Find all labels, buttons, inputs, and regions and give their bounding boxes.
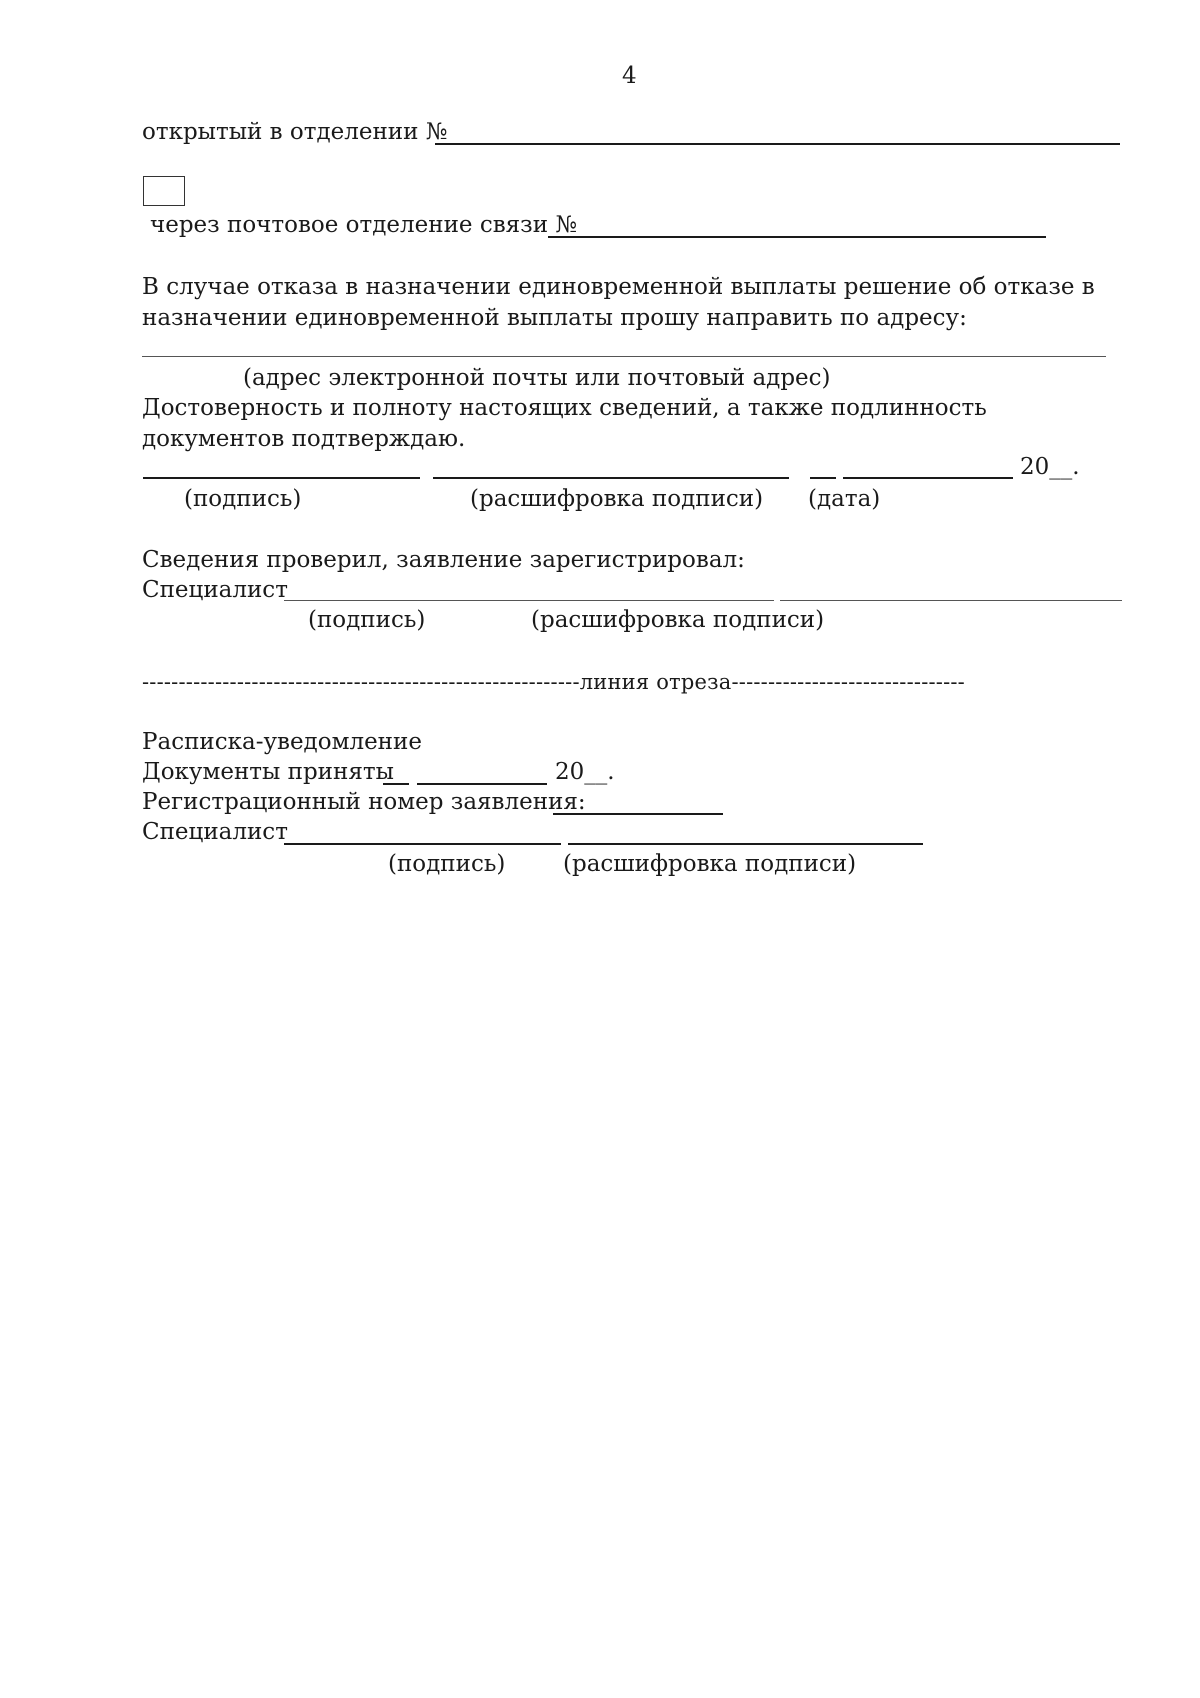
verified-signature-field[interactable] xyxy=(284,600,774,601)
page-number: 4 xyxy=(622,63,637,89)
postal-label: через почтовое отделение связи № xyxy=(150,212,578,238)
address-caption: (адрес электронной почты или почтовый адрес) xyxy=(243,365,831,391)
receipt-title: Расписка-уведомление xyxy=(142,729,422,755)
cut-line: ------------------------------------------------------------линия отреза-------------------------------- xyxy=(142,670,965,694)
receipt-signature-field[interactable] xyxy=(284,843,561,845)
caption-date: (дата) xyxy=(808,486,881,512)
receipt-accepted-year: 20__. xyxy=(555,759,615,785)
applicant-signature-decoding-field[interactable] xyxy=(433,477,789,479)
refusal-text-line2: назначении единовременной выплаты прошу направить по адресу: xyxy=(142,305,967,331)
applicant-signature-field[interactable] xyxy=(143,477,420,479)
date-day-field[interactable] xyxy=(810,477,836,479)
receipt-reg-number-field[interactable] xyxy=(553,813,723,815)
date-year: 20__. xyxy=(1020,454,1080,480)
receipt-specialist-label: Специалист xyxy=(142,819,288,845)
branch-label: открытый в отделении № xyxy=(142,119,448,145)
caption-signature-decoding: (расшифровка подписи) xyxy=(470,486,764,512)
verified-specialist-label: Специалист xyxy=(142,577,288,603)
verified-heading: Сведения проверил, заявление зарегистрировал: xyxy=(142,547,745,573)
verified-decoding-field[interactable] xyxy=(780,600,1122,601)
address-field[interactable] xyxy=(142,356,1106,357)
receipt-month-field[interactable] xyxy=(417,783,547,785)
date-month-field[interactable] xyxy=(843,477,1013,479)
postal-checkbox[interactable] xyxy=(143,176,185,206)
receipt-caption-decoding: (расшифровка подписи) xyxy=(563,851,857,877)
confirmation-text-line1: Достоверность и полноту настоящих сведений, а также подлинность xyxy=(142,395,987,421)
refusal-text-line1: В случае отказа в назначении единовременной выплаты решение об отказе в xyxy=(142,274,1095,300)
receipt-caption-signature: (подпись) xyxy=(388,851,506,877)
receipt-day-field[interactable] xyxy=(383,783,409,785)
verified-caption-decoding: (расшифровка подписи) xyxy=(531,607,825,633)
verified-caption-signature: (подпись) xyxy=(308,607,426,633)
confirmation-text-line2: документов подтверждаю. xyxy=(142,426,466,452)
receipt-reg-number-label: Регистрационный номер заявления: xyxy=(142,789,586,815)
caption-signature: (подпись) xyxy=(184,486,302,512)
receipt-decoding-field[interactable] xyxy=(568,843,923,845)
branch-number-field[interactable] xyxy=(435,143,1120,145)
receipt-accepted-label: Документы приняты xyxy=(142,759,394,785)
postal-number-field[interactable] xyxy=(548,236,1046,238)
